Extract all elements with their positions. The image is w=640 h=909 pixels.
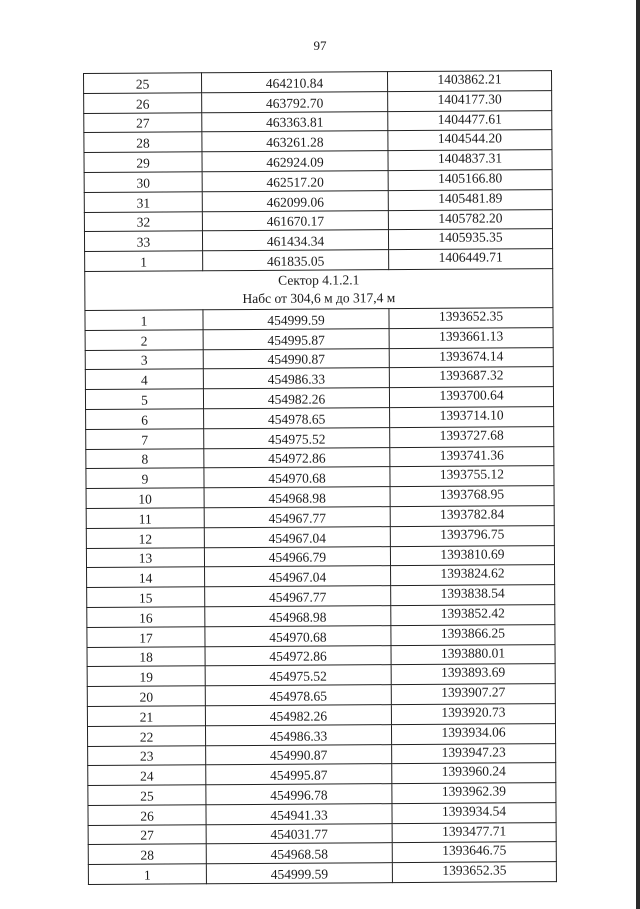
x-coordinate-cell: 454990.87	[206, 744, 392, 765]
point-number-cell: 25	[84, 73, 202, 94]
y-coordinate-cell: 1393687.32	[389, 367, 553, 388]
point-number-cell: 15	[87, 587, 205, 608]
x-coordinate-cell: 461670.17	[202, 210, 388, 231]
x-coordinate-cell: 454941.33	[206, 804, 392, 825]
y-coordinate-cell: 1393893.69	[391, 664, 555, 685]
x-coordinate-cell: 454968.98	[205, 606, 391, 627]
x-coordinate-cell: 454970.68	[204, 467, 390, 488]
y-coordinate-cell: 1393782.84	[390, 506, 554, 527]
point-number-cell: 12	[86, 528, 204, 549]
x-coordinate-cell: 454031.77	[206, 823, 392, 844]
y-coordinate-cell: 1403862.21	[387, 71, 551, 92]
x-coordinate-cell: 454978.65	[204, 408, 390, 429]
group2-body	[85, 308, 556, 885]
x-coordinate-cell: 454982.26	[205, 705, 391, 726]
y-coordinate-cell: 1393866.25	[391, 624, 555, 645]
section-cell	[85, 269, 553, 311]
y-coordinate-cell: 1393934.06	[391, 723, 555, 744]
x-coordinate-cell: 464210.84	[202, 72, 388, 93]
section-header	[85, 269, 553, 311]
point-number-cell: 18	[87, 646, 205, 667]
y-coordinate-cell: 1393768.95	[390, 486, 554, 507]
y-coordinate-cell: 1393852.42	[391, 605, 555, 626]
point-number-cell: 11	[86, 508, 204, 529]
point-number-cell: 32	[84, 211, 202, 232]
x-coordinate-cell: 454975.52	[204, 427, 390, 448]
x-coordinate-cell: 454967.77	[204, 507, 390, 528]
point-number-cell: 29	[84, 152, 202, 173]
point-number-cell: 1	[85, 310, 203, 331]
x-coordinate-cell: 454972.86	[204, 447, 390, 468]
point-number-cell: 16	[87, 607, 205, 628]
point-number-cell: 5	[85, 389, 203, 410]
y-coordinate-cell: 1393700.64	[389, 387, 553, 408]
x-coordinate-cell: 454966.79	[204, 546, 390, 567]
y-coordinate-cell: 1393947.23	[392, 743, 556, 764]
x-coordinate-cell: 454967.04	[205, 566, 391, 587]
y-coordinate-cell: 1393755.12	[390, 466, 554, 487]
x-coordinate-cell: 462099.06	[202, 190, 388, 211]
point-number-cell: 4	[85, 369, 203, 390]
coordinates-table	[83, 70, 557, 885]
y-coordinate-cell: 1393810.69	[390, 545, 554, 566]
point-number-cell: 2	[85, 330, 203, 351]
point-number-cell: 22	[87, 725, 205, 746]
page-number: 97	[313, 38, 327, 53]
y-coordinate-cell: 1404837.31	[388, 150, 552, 171]
scan-edge	[636, 0, 640, 909]
point-number-cell: 26	[84, 93, 202, 114]
y-coordinate-cell: 1393907.27	[391, 684, 555, 705]
point-number-cell: 1	[88, 864, 206, 885]
y-coordinate-cell: 1393741.36	[390, 446, 554, 467]
y-coordinate-cell: 1393652.35	[392, 862, 556, 883]
x-coordinate-cell: 454986.33	[203, 368, 389, 389]
x-coordinate-cell: 454995.87	[206, 764, 392, 785]
x-coordinate-cell: 454967.77	[205, 586, 391, 607]
y-coordinate-cell: 1404177.30	[388, 90, 552, 111]
point-number-cell: 30	[84, 172, 202, 193]
y-coordinate-cell: 1405935.35	[388, 229, 552, 250]
x-coordinate-cell: 463261.28	[202, 131, 388, 152]
point-number-cell: 6	[86, 409, 204, 430]
x-coordinate-cell: 454968.98	[204, 487, 390, 508]
point-number-cell: 27	[88, 824, 206, 845]
x-coordinate-cell: 454995.87	[203, 328, 389, 349]
y-coordinate-cell: 1393652.35	[389, 308, 553, 329]
point-number-cell: 33	[84, 231, 202, 252]
point-number-cell: 21	[87, 706, 205, 727]
y-coordinate-cell: 1404477.61	[388, 110, 552, 131]
point-number-cell: 24	[88, 765, 206, 786]
x-coordinate-cell: 454999.59	[206, 863, 392, 884]
x-coordinate-cell: 463792.70	[202, 91, 388, 112]
x-coordinate-cell: 454982.26	[203, 388, 389, 409]
y-coordinate-cell: 1404544.20	[388, 130, 552, 151]
y-coordinate-cell: 1393661.13	[389, 327, 553, 348]
x-coordinate-cell: 454968.58	[206, 843, 392, 864]
y-coordinate-cell: 1393934.54	[392, 803, 556, 824]
x-coordinate-cell: 462517.20	[202, 171, 388, 192]
x-coordinate-cell: 454967.04	[204, 526, 390, 547]
y-coordinate-cell: 1393714.10	[390, 407, 554, 428]
y-coordinate-cell: 1393960.24	[392, 763, 556, 784]
x-coordinate-cell: 461835.05	[203, 250, 389, 271]
point-number-cell: 20	[87, 686, 205, 707]
x-coordinate-cell: 454986.33	[205, 724, 391, 745]
point-number-cell: 28	[84, 132, 202, 153]
y-coordinate-cell: 1393920.73	[391, 704, 555, 725]
point-number-cell: 17	[87, 626, 205, 647]
y-coordinate-cell: 1393674.14	[389, 347, 553, 368]
y-coordinate-cell: 1393962.39	[392, 783, 556, 804]
y-coordinate-cell: 1393880.01	[391, 644, 555, 665]
point-number-cell: 7	[86, 429, 204, 450]
y-coordinate-cell: 1393838.54	[391, 585, 555, 606]
point-number-cell: 10	[86, 488, 204, 509]
section-title: Сектор 4.1.2.1	[278, 272, 360, 288]
section-subtitle: Набс от 304,6 м до 317,4 м	[242, 290, 396, 306]
section-row	[85, 269, 553, 311]
x-coordinate-cell: 462924.09	[202, 151, 388, 172]
point-number-cell: 23	[88, 745, 206, 766]
point-number-cell: 1	[85, 251, 203, 272]
point-number-cell: 31	[84, 192, 202, 213]
point-number-cell: 13	[86, 547, 204, 568]
y-coordinate-cell: 1393796.75	[390, 525, 554, 546]
x-coordinate-cell: 454996.78	[206, 784, 392, 805]
group1-body	[84, 71, 553, 272]
point-number-cell: 25	[88, 785, 206, 806]
y-coordinate-cell: 1405166.80	[388, 170, 552, 191]
y-coordinate-cell: 1393727.68	[390, 426, 554, 447]
y-coordinate-cell: 1405481.89	[388, 189, 552, 210]
x-coordinate-cell: 454972.86	[205, 645, 391, 666]
y-coordinate-cell: 1393646.75	[392, 842, 556, 863]
x-coordinate-cell: 463363.81	[202, 111, 388, 132]
point-number-cell: 26	[88, 805, 206, 826]
point-number-cell: 27	[84, 112, 202, 133]
y-coordinate-cell: 1393824.62	[391, 565, 555, 586]
point-number-cell: 8	[86, 448, 204, 469]
table-row	[88, 862, 556, 885]
y-coordinate-cell: 1405782.20	[388, 209, 552, 230]
point-number-cell: 19	[87, 666, 205, 687]
y-coordinate-cell: 1406449.71	[389, 249, 553, 270]
x-coordinate-cell: 454990.87	[203, 348, 389, 369]
point-number-cell: 9	[86, 468, 204, 489]
point-number-cell: 14	[87, 567, 205, 588]
x-coordinate-cell: 454999.59	[203, 309, 389, 330]
x-coordinate-cell: 454970.68	[205, 625, 391, 646]
x-coordinate-cell: 454975.52	[205, 665, 391, 686]
point-number-cell: 3	[85, 349, 203, 370]
x-coordinate-cell: 454978.65	[205, 685, 391, 706]
x-coordinate-cell: 461434.34	[202, 230, 388, 251]
y-coordinate-cell: 1393477.71	[392, 822, 556, 843]
point-number-cell: 28	[88, 844, 206, 865]
